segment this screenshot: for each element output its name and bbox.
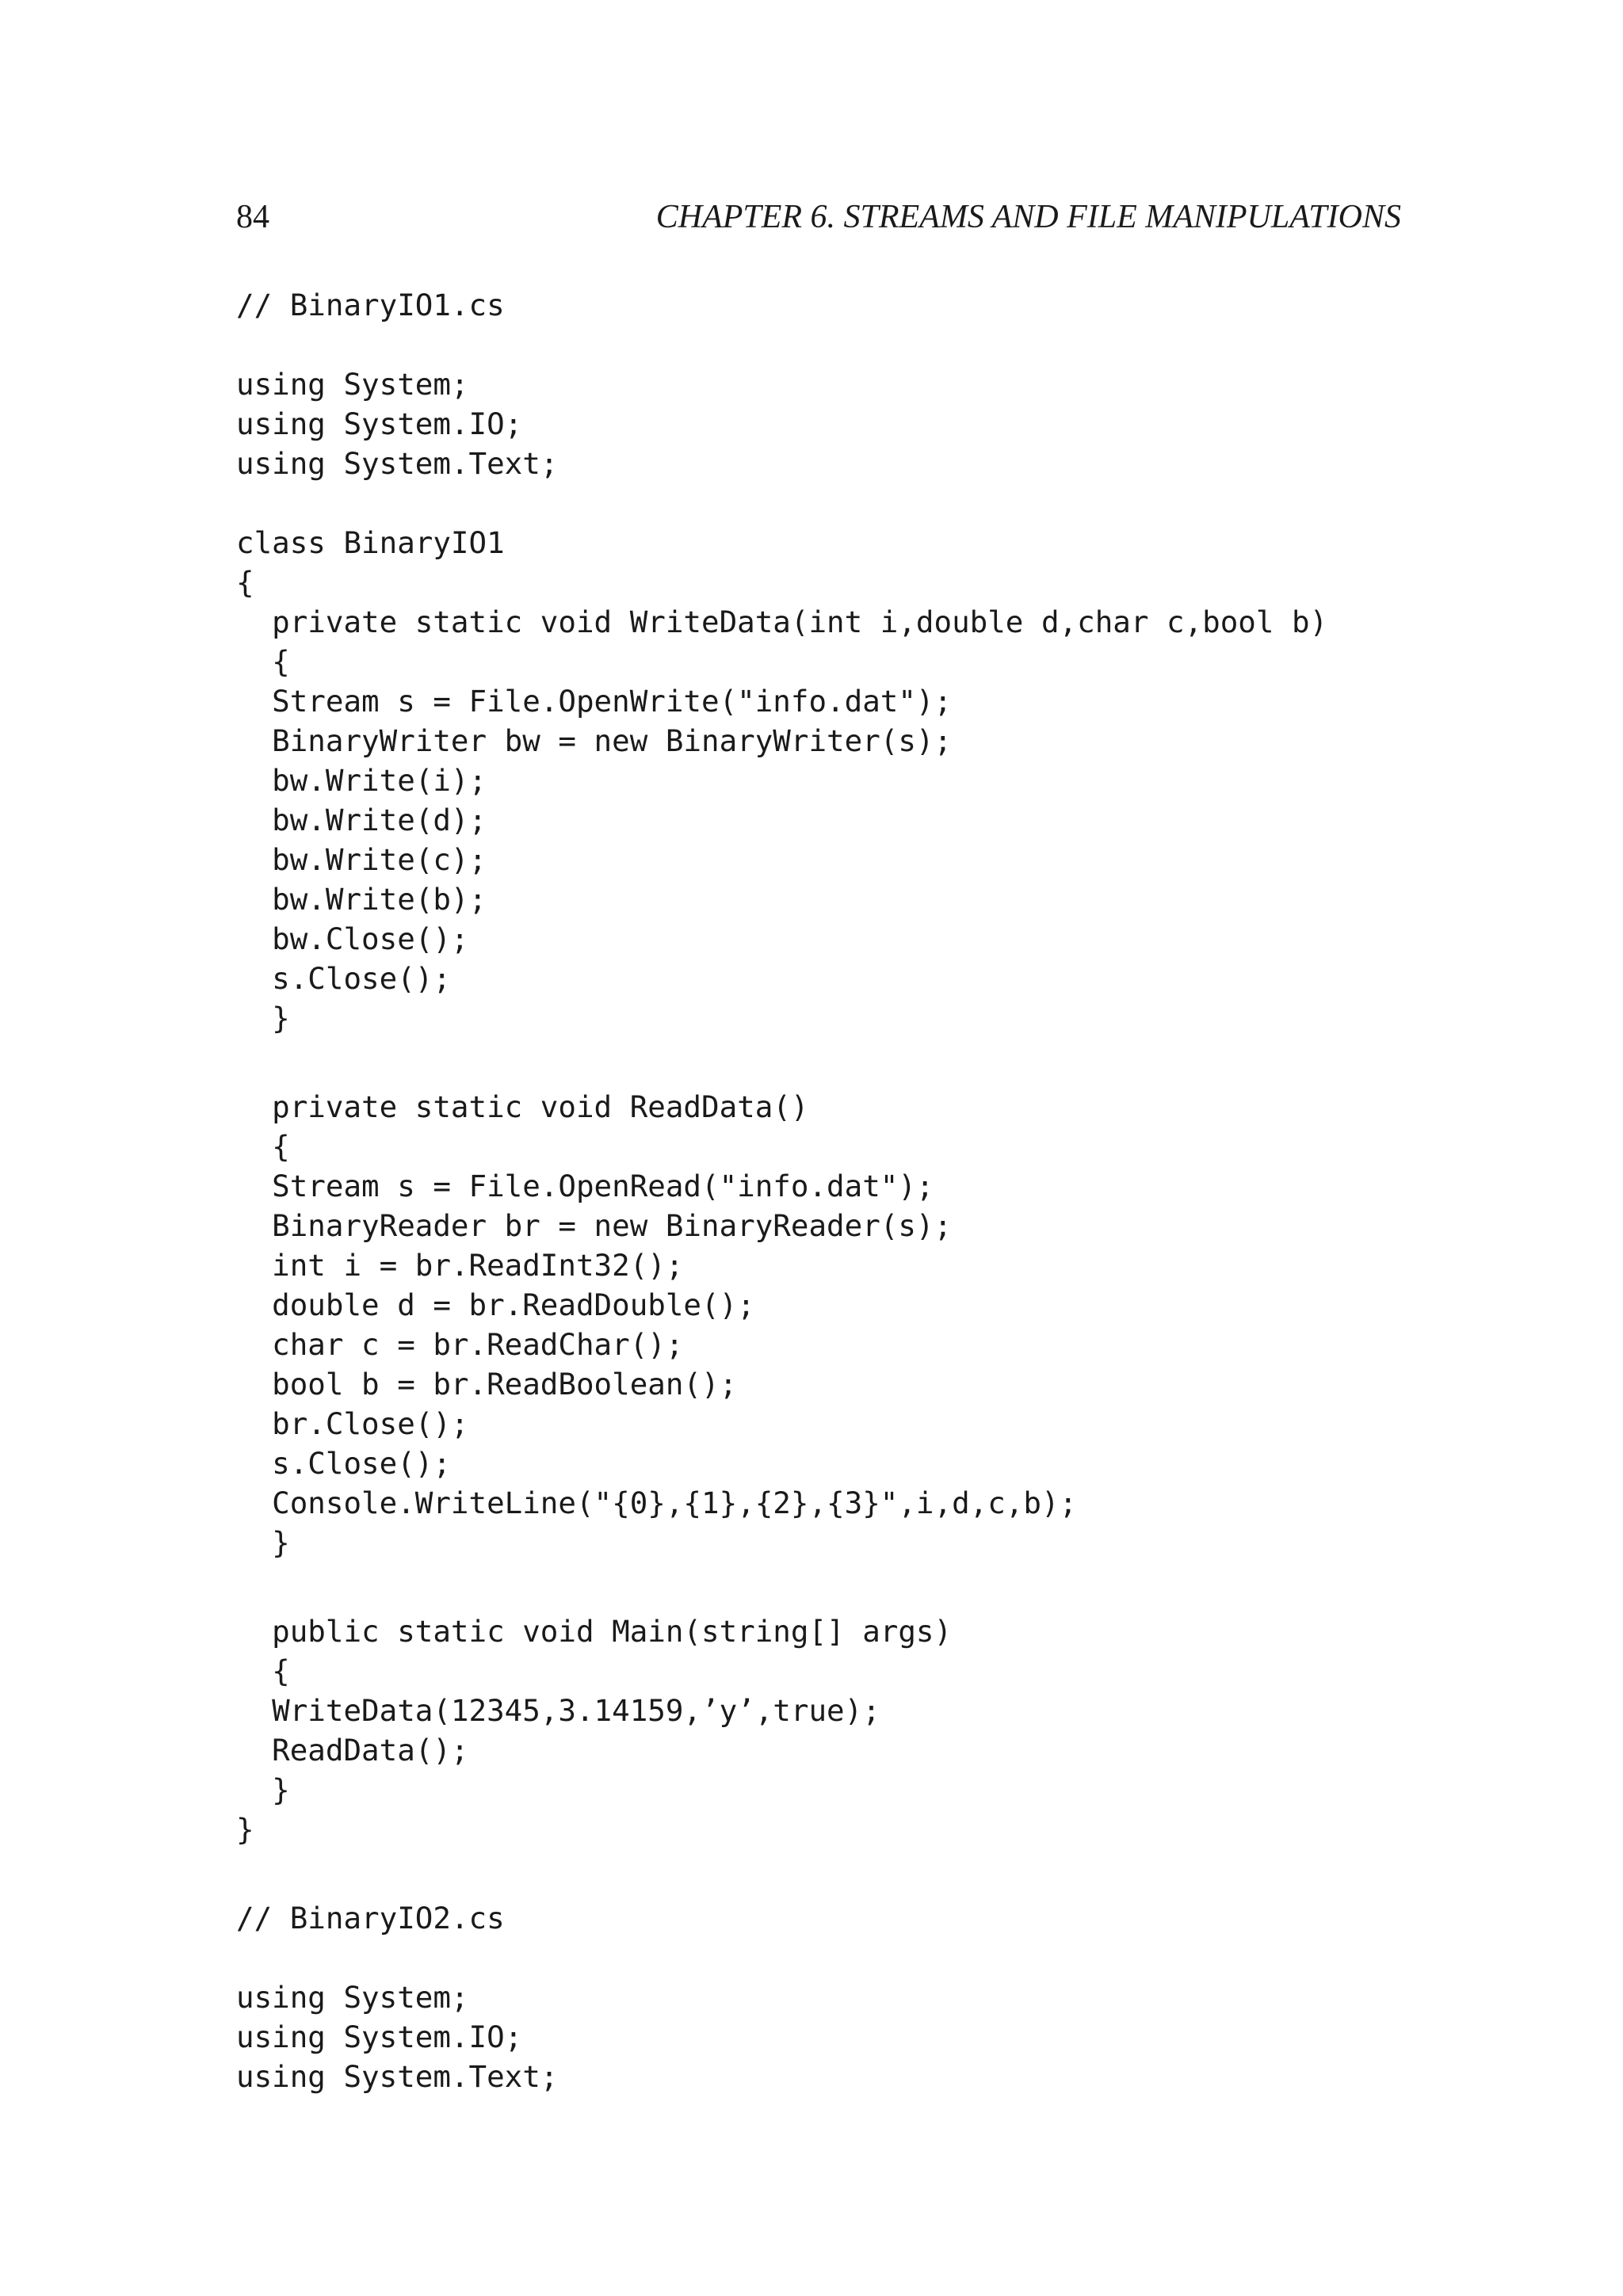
code-line: { <box>236 644 290 679</box>
code-line: Stream s = File.OpenRead("info.dat"); <box>236 1169 934 1203</box>
code-line: BinaryReader br = new BinaryReader(s); <box>236 1208 953 1243</box>
page-number: 84 <box>236 199 269 235</box>
code-line: using System.Text; <box>236 2059 559 2094</box>
code-line: s.Close(); <box>236 1446 451 1481</box>
blank-line <box>236 325 1425 364</box>
code-line: private static void WriteData(int i,double d,char c,bool b) <box>236 605 1328 639</box>
code-line: br.Close(); <box>236 1406 469 1441</box>
blank-line <box>236 1849 1425 1898</box>
code-line: bw.Write(d); <box>236 803 487 837</box>
code-line: using System.IO; <box>236 406 523 441</box>
code-line: bw.Write(c); <box>236 842 487 877</box>
code-line: { <box>236 1129 290 1164</box>
code-line: int i = br.ReadInt32(); <box>236 1248 684 1283</box>
blank-line <box>236 1562 1425 1611</box>
code-line: bw.Write(i); <box>236 763 487 798</box>
code-line: BinaryWriter bw = new BinaryWriter(s); <box>236 723 953 758</box>
code-line: Stream s = File.OpenWrite("info.dat"); <box>236 684 953 719</box>
code-line: using System; <box>236 367 469 402</box>
code-line: class BinaryIO1 <box>236 525 505 560</box>
code-line: bw.Close(); <box>236 921 469 956</box>
running-head: CHAPTER 6. STREAMS AND FILE MANIPULATIONS <box>655 199 1401 235</box>
code-line: bool b = br.ReadBoolean(); <box>236 1367 738 1402</box>
code-line: public static void Main(string[] args) <box>236 1614 953 1649</box>
code-line: WriteData(12345,3.14159,’y’,true); <box>236 1693 880 1728</box>
code-line: ReadData(); <box>236 1733 469 1768</box>
code-line: } <box>236 1525 290 1560</box>
code-line: char c = br.ReadChar(); <box>236 1327 684 1362</box>
code-line: } <box>236 1812 254 1847</box>
page-header <box>236 198 1401 246</box>
code-line: } <box>236 1772 290 1807</box>
code-line: double d = br.ReadDouble(); <box>236 1287 755 1322</box>
blank-line <box>236 483 1425 523</box>
code-line: s.Close(); <box>236 961 451 996</box>
code-line: Console.WriteLine("{0},{1},{2},{3}",i,d,c,b); <box>236 1486 1078 1520</box>
blank-line <box>236 1938 1425 1978</box>
code-listing <box>236 285 1425 2096</box>
code-comment: // BinaryIO2.cs <box>236 1901 505 1936</box>
code-line: using System.Text; <box>236 446 559 481</box>
code-line: using System; <box>236 1980 469 2015</box>
code-line: bw.Write(b); <box>236 882 487 917</box>
blank-line <box>236 1038 1425 1087</box>
code-line: { <box>236 565 254 600</box>
code-comment: // BinaryIO1.cs <box>236 288 505 322</box>
code-line: private static void ReadData() <box>236 1089 809 1124</box>
code-line: { <box>236 1653 290 1688</box>
code-line: using System.IO; <box>236 2019 523 2054</box>
code-line: } <box>236 1001 290 1035</box>
